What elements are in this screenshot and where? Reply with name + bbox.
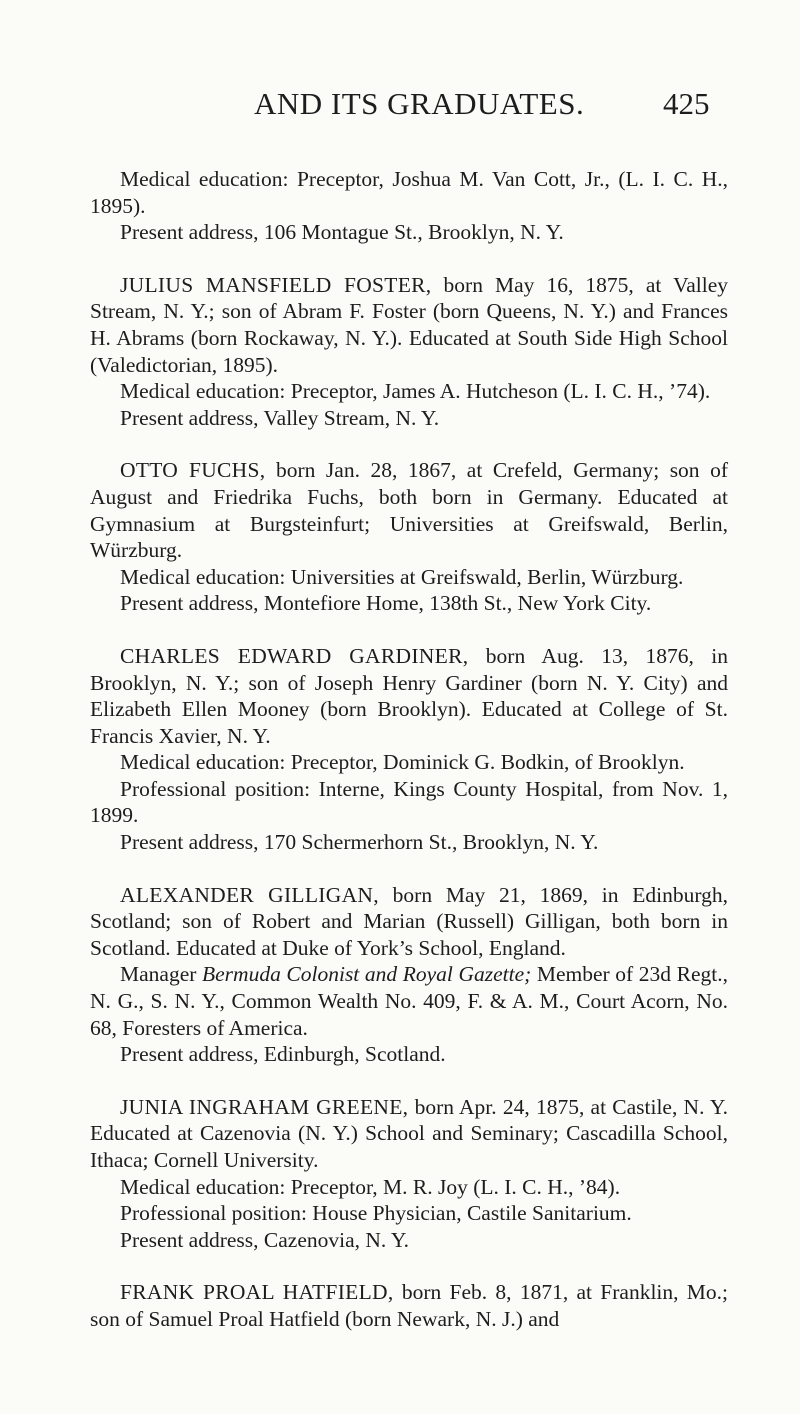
entry-lead — [90, 1279, 728, 1332]
paragraph: Medical education: Preceptor, Dominick G. Bodkin, of Brooklyn. — [120, 750, 685, 775]
paragraph: Professional position: Interne, Kings County Hospital, from Nov. 1, 1899. — [90, 776, 728, 828]
entry-lead-text: born Aug. 13, 1876, in Brooklyn, N. Y.; son of Joseph Henry Gardiner (born N. Y. City) and Elizabeth Ellen Mooney (born Brooklyn). Educated at College of St. Francis Xavier, N. Y. — [90, 643, 728, 748]
entry-name: FRANK PROAL HATFIELD, — [120, 1280, 394, 1305]
page-body — [90, 166, 728, 1359]
entry-lead — [90, 1094, 728, 1174]
entry-hatfield — [90, 1279, 728, 1332]
entry-lead-text: born May 21, 1869, in Edinburgh, Scotland; son of Robert and Marian (Russell) Gilligan, both born in Scotland. Educated at Duke of York’s School, England. — [90, 882, 729, 960]
entry-lead-text: born May 16, 1875, at Valley Stream, N. Y.; son of Abram F. Foster (born Queens, N. Y.) and Frances H. Abrams (born Rockaway, N. Y.). Educated at South Side High School (Valedictorian, 1895). — [90, 272, 728, 377]
entry-gilligan — [90, 882, 728, 1068]
memberships-paragraph — [90, 961, 728, 1041]
entry-name: JULIUS MANSFIELD FOSTER, — [120, 272, 432, 297]
entry-foster — [90, 272, 728, 432]
paragraph: Present address, 106 Montague St., Brooklyn, N. Y. — [120, 220, 564, 245]
paragraph: Professional position: House Physician, Castile Sanitarium. — [120, 1201, 632, 1226]
page-number: 425 — [663, 86, 710, 121]
paragraph: Present address, Valley Stream, N. Y. — [120, 405, 440, 430]
entry-lead-text: born Apr. 24, 1875, at Castile, N. Y. Educated at Cazenovia (N. Y.) School and Seminary; Cascadilla School, Ithaca; Cornell University. — [90, 1094, 728, 1172]
paragraph: Present address, Cazenovia, N. Y. — [120, 1227, 409, 1252]
paragraph: Medical education: Preceptor, James A. Hutcheson (L. I. C. H., ’74). — [120, 379, 711, 404]
paragraph: Present address, Montefiore Home, 138th St., New York City. — [120, 591, 652, 616]
paragraph: Present address, 170 Schermerhorn St., Brooklyn, N. Y. — [120, 830, 599, 855]
entry-fuchs — [90, 457, 728, 617]
paragraph: Medical education: Universities at Greifswald, Berlin, Würzburg. — [120, 564, 684, 589]
paragraph: Medical education: Preceptor, M. R. Joy (L. I. C. H., ’84). — [120, 1174, 621, 1199]
entry-lead — [90, 882, 728, 962]
entry-lead — [90, 457, 728, 563]
entry-lead-text: born Feb. 8, 1871, at Franklin, Mo.; son of Samuel Proal Hatfield (born Newark, N. J.) and — [90, 1280, 729, 1331]
entry-name: JUNIA INGRAHAM GREENE, — [120, 1094, 409, 1119]
entry-name: ALEXANDER GILLIGAN, — [120, 882, 379, 907]
text-run: Member of 23d Regt., N. G., S. N. Y., Common Wealth No. 409, F. & A. M., Court Acorn, No. 68, Foresters of America. — [90, 962, 729, 1040]
running-title: AND ITS GRADUATES. — [254, 86, 585, 121]
paragraph: Present address, Edinburgh, Scotland. — [120, 1042, 446, 1067]
entry-name: OTTO FUCHS, — [120, 458, 266, 483]
entry-lead — [90, 643, 728, 749]
entry-lead — [90, 272, 728, 378]
entry-lead-text: born Jan. 28, 1867, at Crefeld, Germany; son of August and Friedrika Fuchs, both born in Germany. Educated at Gymnasium at Burgsteinfurt; Universities at Greifswald, Berlin, Würzburg. — [90, 458, 728, 563]
entry-continuation — [90, 166, 728, 246]
publication-title: Bermuda Colonist and Royal Gazette; — [202, 962, 532, 987]
running-head — [0, 86, 800, 136]
entry-greene — [90, 1094, 728, 1254]
entry-gardiner — [90, 643, 728, 856]
paragraph: Medical education: Preceptor, Joshua M. Van Cott, Jr., (L. I. C. H., 1895). — [90, 167, 728, 218]
text-run: Manager — [120, 962, 202, 987]
entry-name: CHARLES EDWARD GARDINER, — [120, 643, 469, 668]
